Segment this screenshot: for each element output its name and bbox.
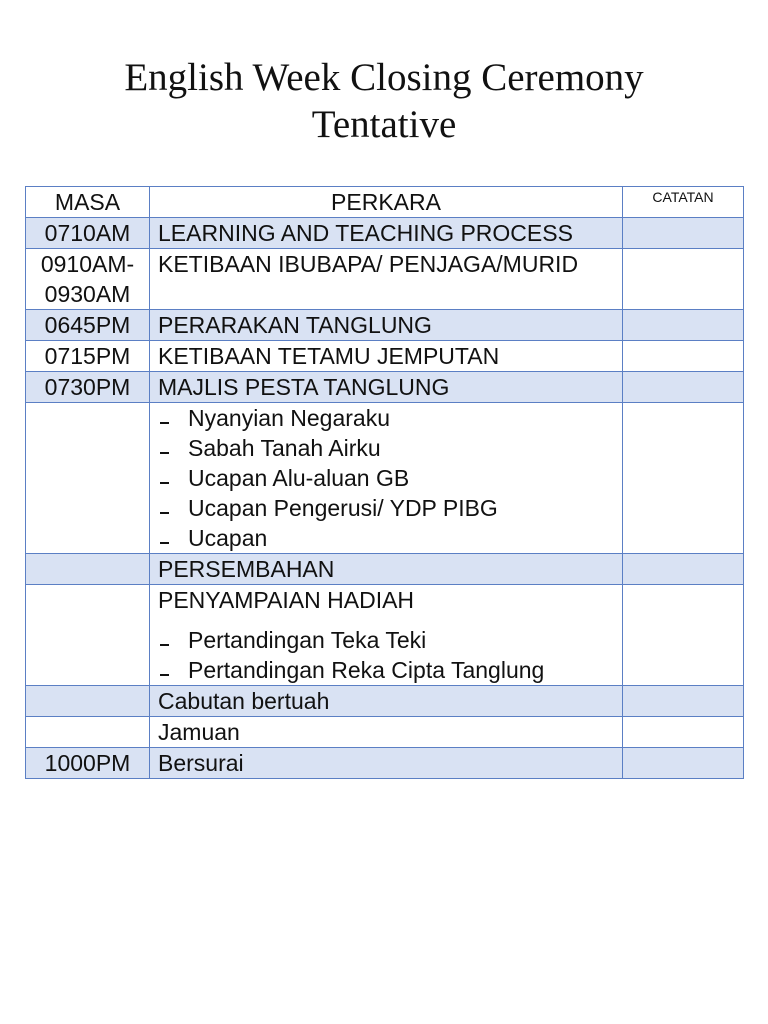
- row-time: [26, 686, 150, 717]
- page-title: [0, 54, 768, 148]
- row-time: 0730PM: [26, 372, 150, 403]
- row-note: [623, 218, 744, 249]
- header-catatan: CATATAN: [623, 187, 744, 218]
- row-time-end: 0930AM: [44, 281, 131, 307]
- row-item: LEARNING AND TEACHING PROCESS: [150, 218, 623, 249]
- row-time: 0710AM: [26, 218, 150, 249]
- row-time: [26, 717, 150, 748]
- title-line-1: English Week Closing Ceremony: [124, 56, 644, 99]
- row-time-start: 0910AM-: [40, 251, 135, 277]
- table-row: [26, 554, 744, 585]
- table-row: [26, 585, 744, 686]
- tentative-table: [25, 186, 744, 779]
- table-header-row: [26, 187, 744, 218]
- row-note: [623, 372, 744, 403]
- row-note: [623, 341, 744, 372]
- row-item: PERARAKAN TANGLUNG: [150, 310, 623, 341]
- table-row: [26, 218, 744, 249]
- row-item-heading: PENYAMPAIAN HADIAH: [158, 587, 415, 613]
- row-note: [623, 748, 744, 779]
- header-perkara: PERKARA: [150, 187, 623, 218]
- table-row: [26, 310, 744, 341]
- row-item: Bersurai: [150, 748, 623, 779]
- row-item: [150, 585, 623, 686]
- row-note: [623, 686, 744, 717]
- row-note: [623, 310, 744, 341]
- row-note: [623, 403, 744, 554]
- table-row: [26, 249, 744, 310]
- title-line-2: Tentative: [311, 103, 457, 146]
- table-row: [26, 341, 744, 372]
- row-note: [623, 554, 744, 585]
- list-item: Ucapan: [158, 523, 614, 553]
- row-time: [26, 585, 150, 686]
- row-item: Cabutan bertuah: [150, 686, 623, 717]
- row-time: 0645PM: [26, 310, 150, 341]
- header-masa: MASA: [26, 187, 150, 218]
- row-item: [150, 403, 623, 554]
- list-item: Pertandingan Teka Teki: [158, 625, 614, 655]
- table-row: [26, 403, 744, 554]
- row-item: Jamuan: [150, 717, 623, 748]
- row-item: KETIBAAN TETAMU JEMPUTAN: [150, 341, 623, 372]
- list-item: Nyanyian Negaraku: [158, 403, 614, 433]
- table-row: [26, 372, 744, 403]
- table-row: [26, 748, 744, 779]
- table-row: [26, 717, 744, 748]
- row-item: PERSEMBAHAN: [150, 554, 623, 585]
- row-note: [623, 249, 744, 310]
- row-time: [26, 403, 150, 554]
- list-item: Sabah Tanah Airku: [158, 433, 614, 463]
- row-item: KETIBAAN IBUBAPA/ PENJAGA/MURID: [150, 249, 623, 310]
- row-time: 0715PM: [26, 341, 150, 372]
- table-row: [26, 686, 744, 717]
- row-item: MAJLIS PESTA TANGLUNG: [150, 372, 623, 403]
- row-note: [623, 585, 744, 686]
- row-time: [26, 554, 150, 585]
- row-time: 1000PM: [26, 748, 150, 779]
- program-list: [158, 403, 614, 553]
- list-item: Pertandingan Reka Cipta Tanglung: [158, 655, 614, 685]
- list-item: Ucapan Pengerusi/ YDP PIBG: [158, 493, 614, 523]
- list-item: Ucapan Alu-aluan GB: [158, 463, 614, 493]
- prize-list: [158, 625, 614, 685]
- row-time: [26, 249, 150, 310]
- row-note: [623, 717, 744, 748]
